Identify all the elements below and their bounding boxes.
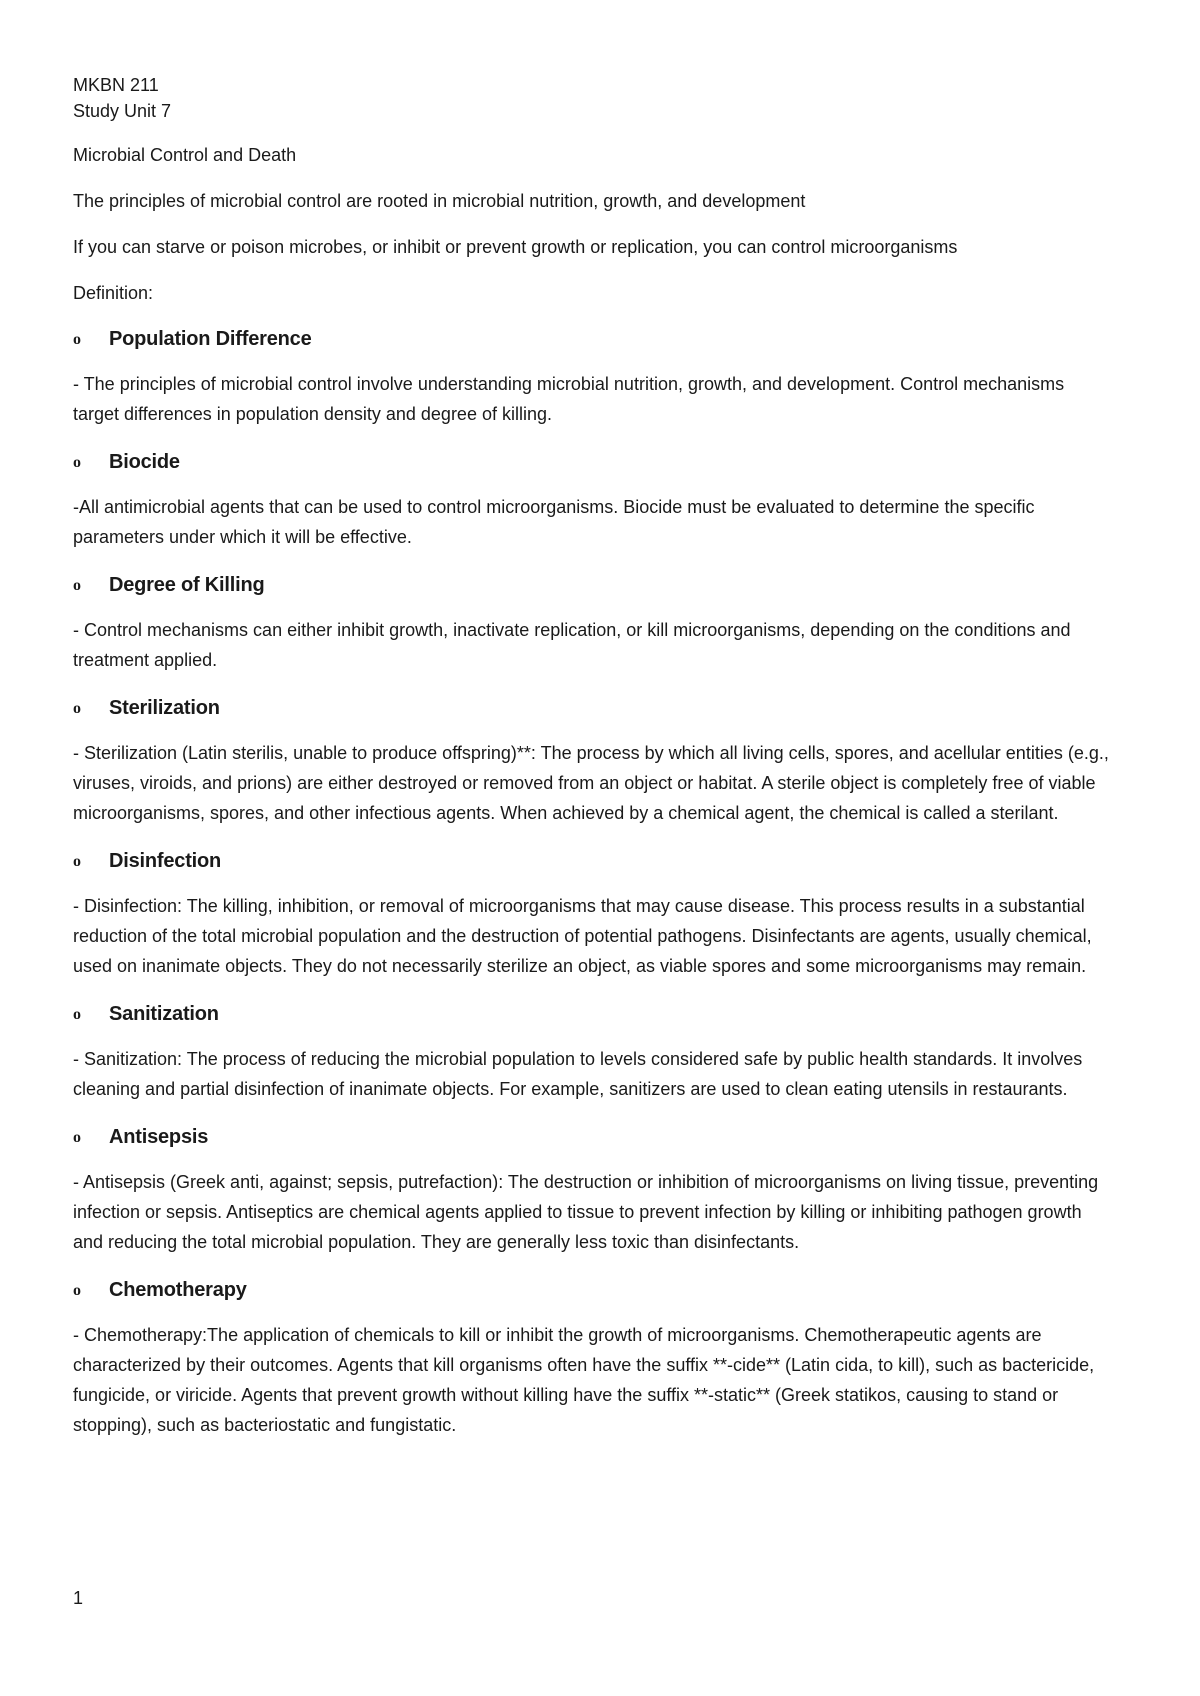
- bullet-icon: o: [73, 576, 81, 594]
- document-title: Microbial Control and Death: [73, 145, 297, 165]
- section-heading-text: Sterilization: [109, 697, 220, 719]
- bullet-icon: o: [73, 1128, 81, 1146]
- section-body: - Sanitization: The process of reducing the microbial population to levels considered safe by public health standards. It involves cleaning and partial disinfection of inanimate objects. For example, sanitizers are used to clean eating utensils in restaurants.: [73, 1049, 1083, 1099]
- bullet-icon: o: [73, 330, 81, 348]
- definition-list: [73, 328, 1113, 1440]
- definition-section: [73, 451, 1113, 552]
- section-heading: [73, 850, 1113, 873]
- section-heading: [73, 328, 1113, 351]
- section-heading: [73, 1279, 1113, 1302]
- definition-label: Definition:: [73, 283, 154, 303]
- document-page: [73, 72, 1113, 1440]
- section-body: - Sterilization (Latin sterilis, unable to produce offspring)**: The process by which all living cells, spores, and acellular entities (e.g., viruses, viroids, and prions) are either destroyed or removed from an object or habitat. A sterile object is completely free of viable microorganisms, spores, and other infectious agents. When achieved by a chemical agent, the chemical is called a sterilant.: [73, 743, 1109, 823]
- section-heading-text: Disinfection: [109, 850, 222, 872]
- section-body: - Chemotherapy:The application of chemicals to kill or inhibit the growth of microorganisms. Chemotherapeutic agents are characterized by their outcomes. Agents that kill organisms often have the suffix **-cide** (Latin cida, to kill), such as bactericide, fungicide, or viricide. Agents that prevent growth without killing have the suffix **-static** (Greek statikos, causing to stand or stopping), such as bacteriostatic and fungistatic.: [73, 1325, 1095, 1435]
- study-unit: Study Unit 7: [73, 101, 172, 121]
- section-heading-text: Biocide: [109, 451, 180, 473]
- page-number: 1: [73, 1588, 84, 1608]
- bullet-icon: o: [73, 1005, 81, 1023]
- intro-paragraph: The principles of microbial control are rooted in microbial nutrition, growth, and development: [73, 191, 806, 211]
- section-heading-text: Sanitization: [109, 1003, 219, 1025]
- definition-section: [73, 850, 1113, 981]
- bullet-icon: o: [73, 852, 81, 870]
- bullet-icon: o: [73, 1281, 81, 1299]
- bullet-icon: o: [73, 453, 81, 471]
- definition-section: [73, 1003, 1113, 1104]
- intro-paragraph: If you can starve or poison microbes, or inhibit or prevent growth or replication, you can control microorganisms: [73, 237, 958, 257]
- section-body: -All antimicrobial agents that can be used to control microorganisms. Biocide must be evaluated to determine the specific parameters under which it will be effective.: [73, 497, 1035, 547]
- section-heading: [73, 697, 1113, 720]
- section-body: - The principles of microbial control involve understanding microbial nutrition, growth, and development. Control mechanisms target differences in population density and degree of killing.: [73, 374, 1065, 424]
- section-body: - Disinfection: The killing, inhibition, or removal of microorganisms that may cause disease. This process results in a substantial reduction of the total microbial population and the destruction of potential pathogens. Disinfectants are agents, usually chemical, used on inanimate objects. They do not necessarily sterilize an object, as viable spores and some microorganisms may remain.: [73, 896, 1092, 976]
- section-heading-text: Chemotherapy: [109, 1279, 247, 1301]
- definition-section: [73, 1279, 1113, 1440]
- definition-section: [73, 1126, 1113, 1257]
- course-code: MKBN 211: [73, 75, 159, 95]
- section-body: - Control mechanisms can either inhibit growth, inactivate replication, or kill microorganisms, depending on the conditions and treatment applied.: [73, 620, 1071, 670]
- section-heading-text: Antisepsis: [109, 1126, 209, 1148]
- section-heading: [73, 1126, 1113, 1149]
- section-heading-text: Degree of Killing: [109, 574, 265, 596]
- definition-section: [73, 328, 1113, 429]
- section-heading: [73, 1003, 1113, 1026]
- bullet-icon: o: [73, 699, 81, 717]
- section-body: - Antisepsis (Greek anti, against; sepsis, putrefaction): The destruction or inhibition of microorganisms on living tissue, preventing infection or sepsis. Antiseptics are chemical agents applied to tissue to prevent infection by killing or inhibiting pathogen growth and reducing the total microbial population. They are generally less toxic than disinfectants.: [73, 1172, 1099, 1252]
- section-heading: [73, 574, 1113, 597]
- definition-section: [73, 697, 1113, 828]
- definition-section: [73, 574, 1113, 675]
- section-heading: [73, 451, 1113, 474]
- section-heading-text: Population Difference: [109, 328, 312, 350]
